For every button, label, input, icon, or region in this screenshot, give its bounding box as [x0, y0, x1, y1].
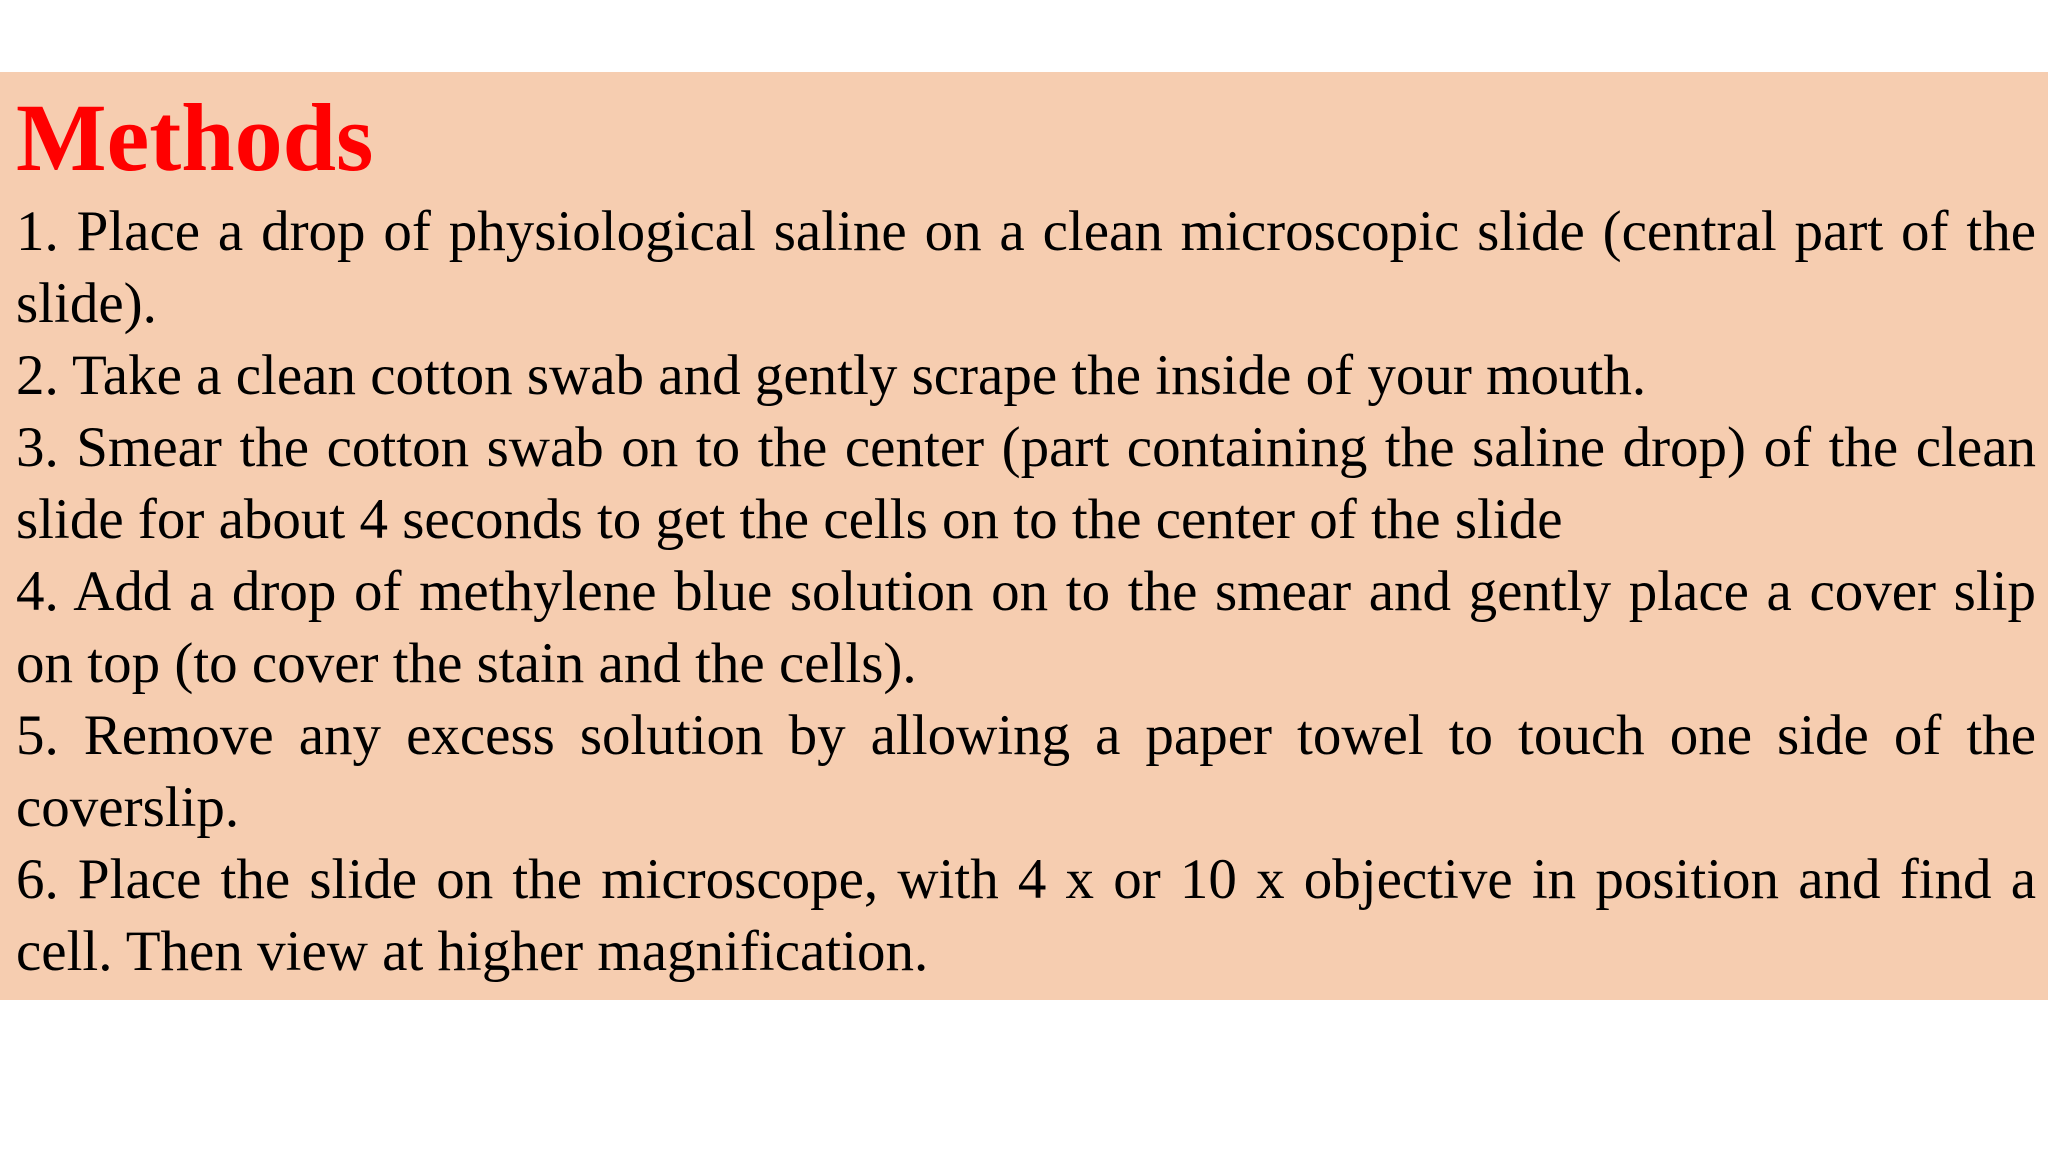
step-item: 3. Smear the cotton swab on to the center (part containing the saline drop) of the clean slide for about 4 seconds to get the cells on to the center of the slide	[16, 416, 2036, 551]
step-item: 6. Place the slide on the microscope, with 4 x or 10 x objective in position and find a cell. Then view at higher magnification.	[16, 848, 2036, 983]
steps-list	[16, 196, 2036, 988]
step-item: 4. Add a drop of methylene blue solution on to the smear and gently place a cover slip on top (to cover the stain and the cells).	[16, 560, 2036, 695]
step-item: 2. Take a clean cotton swab and gently scrape the inside of your mouth.	[16, 344, 1647, 407]
step-item: 1. Place a drop of physiological saline on a clean microscopic slide (central part of the slide).	[16, 200, 2036, 335]
step-item: 5. Remove any excess solution by allowing a paper towel to touch one side of the coverslip.	[16, 704, 2036, 839]
slide-title: Methods	[16, 84, 374, 191]
methods-panel	[0, 72, 2048, 1000]
